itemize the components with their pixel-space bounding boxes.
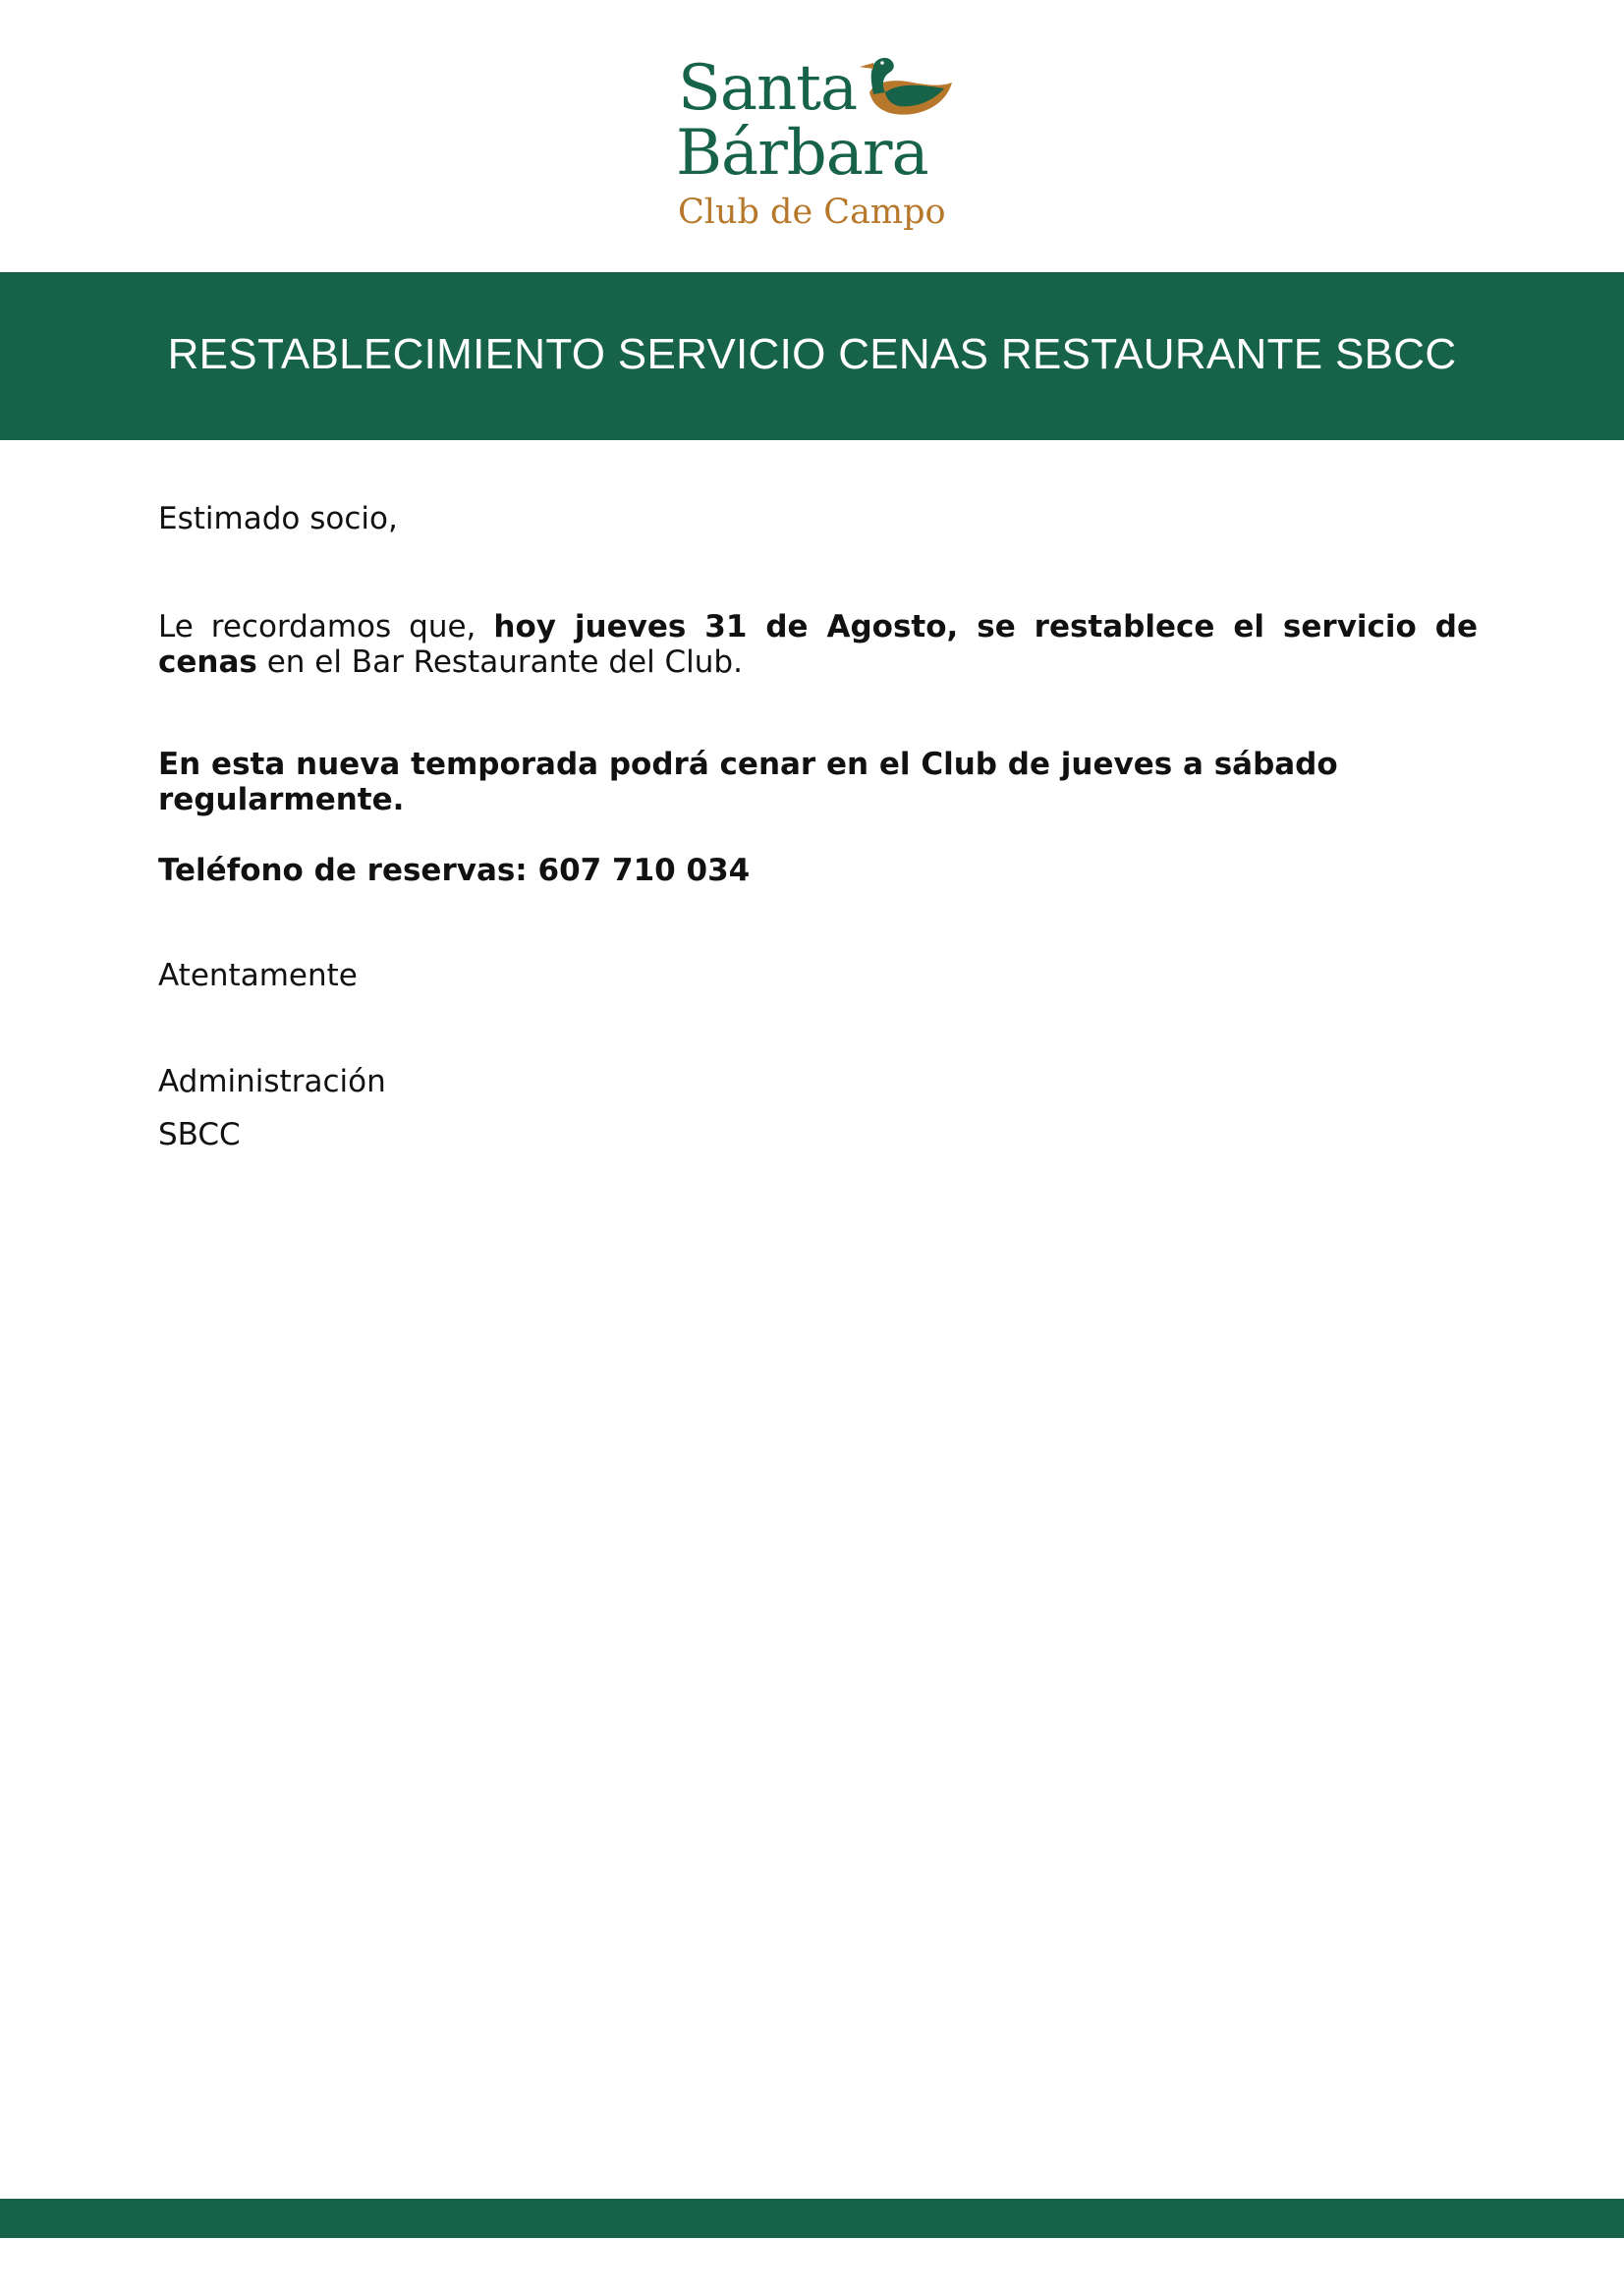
announcement-highlight: hoy jueves 31 de Agosto, se restablece el servicio de cenas xyxy=(158,609,1478,680)
logo-santa: Santa xyxy=(678,52,858,125)
paragraph-season: En esta nueva temporada podrá cenar en el Club de jueves a sábado regularmente. xyxy=(158,747,1338,817)
announcement-intro: Le recordamos que, xyxy=(158,609,494,644)
footer-bar xyxy=(0,2199,1624,2238)
paragraph-announcement xyxy=(158,609,1478,680)
club-logo xyxy=(676,49,971,241)
signature-organization: SBCC xyxy=(158,1117,241,1152)
logo-club-de-campo: Club de Campo xyxy=(678,193,946,232)
greeting: Estimado socio, xyxy=(158,501,398,536)
logo-barbara: Bárbara xyxy=(676,117,928,190)
title-banner xyxy=(0,272,1624,440)
page-title: RESTABLECIMIENTO SERVICIO CENAS RESTAURANTE SBCC xyxy=(167,330,1457,378)
reservation-phone: Teléfono de reservas: 607 710 034 xyxy=(158,853,751,888)
closing: Atentamente xyxy=(158,958,358,993)
duck-icon xyxy=(856,53,954,120)
signature-department: Administración xyxy=(158,1064,386,1099)
announcement-rest: en el Bar Restaurante del Club. xyxy=(256,644,743,680)
